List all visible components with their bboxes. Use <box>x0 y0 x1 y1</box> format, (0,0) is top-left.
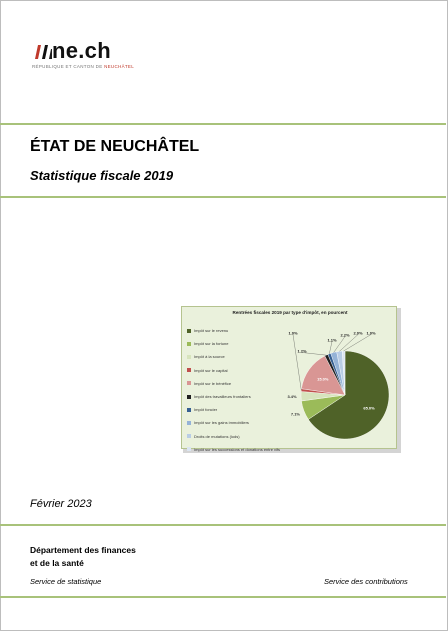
page-title: ÉTAT DE NEUCHÂTEL <box>30 138 200 155</box>
publication-date: Février 2023 <box>30 498 92 510</box>
legend-label: Impôt à la source <box>194 354 225 360</box>
legend-label: Impôt sur les gains immobiliers <box>194 420 249 426</box>
legend-label: Impôt sur le revenu <box>194 328 229 334</box>
data-label: 2.2% <box>340 332 350 338</box>
data-label: 15.0% <box>317 376 329 382</box>
logo-tagline-highlight: NEUCHÂTEL <box>104 64 135 69</box>
page-subtitle: Statistique fiscale 2019 <box>30 168 174 183</box>
data-label: 7.1% <box>290 411 300 417</box>
department-line-1: Département des finances <box>30 545 136 555</box>
legend-label: Impôt sur les successions et donations entre vifs <box>194 446 281 452</box>
data-label: 2.0% <box>353 330 363 336</box>
legend-label: Impôt foncier <box>194 407 218 413</box>
logo-stripes-icon <box>32 43 52 59</box>
legend-label: Impôt sur le bénéfice <box>194 380 232 386</box>
logo-tagline-prefix: RÉPUBLIQUE ET CANTON DE <box>32 64 103 69</box>
department-line-2: et de la santé <box>30 558 84 568</box>
logo <box>32 40 134 69</box>
service-contributions: Service des contributions <box>324 577 408 586</box>
legend-label: Impôt des travailleurs frontaliers <box>194 394 251 400</box>
middle-divider <box>0 196 446 198</box>
service-statistique: Service de statistique <box>30 577 102 586</box>
legend-label: Droits de mutations (lods) <box>194 433 240 439</box>
pie-chart <box>182 307 398 450</box>
chart-title: Rentrées fiscales 2019 par type d'impôt, en pourcent <box>232 310 348 315</box>
footer-divider <box>0 596 446 598</box>
logo-text: ne.ch <box>52 38 111 63</box>
bottom-divider <box>0 524 446 526</box>
data-label: 1.1% <box>327 337 337 343</box>
leader-line <box>329 342 332 354</box>
data-label: 65.0% <box>363 405 375 411</box>
leader-line <box>293 335 301 391</box>
top-divider <box>0 123 446 125</box>
legend-label: Impôt sur le capital <box>194 367 228 373</box>
data-label: 1.2% <box>297 348 307 354</box>
chart <box>181 306 397 452</box>
data-label: 1.0% <box>288 330 298 336</box>
department-name <box>30 544 136 570</box>
legend-label: Impôt sur la fortune <box>194 341 229 347</box>
data-label: 3.4% <box>287 394 297 400</box>
logo-tagline <box>32 64 134 69</box>
logo-wordmark <box>32 40 134 62</box>
data-label: 1.0% <box>366 330 376 336</box>
